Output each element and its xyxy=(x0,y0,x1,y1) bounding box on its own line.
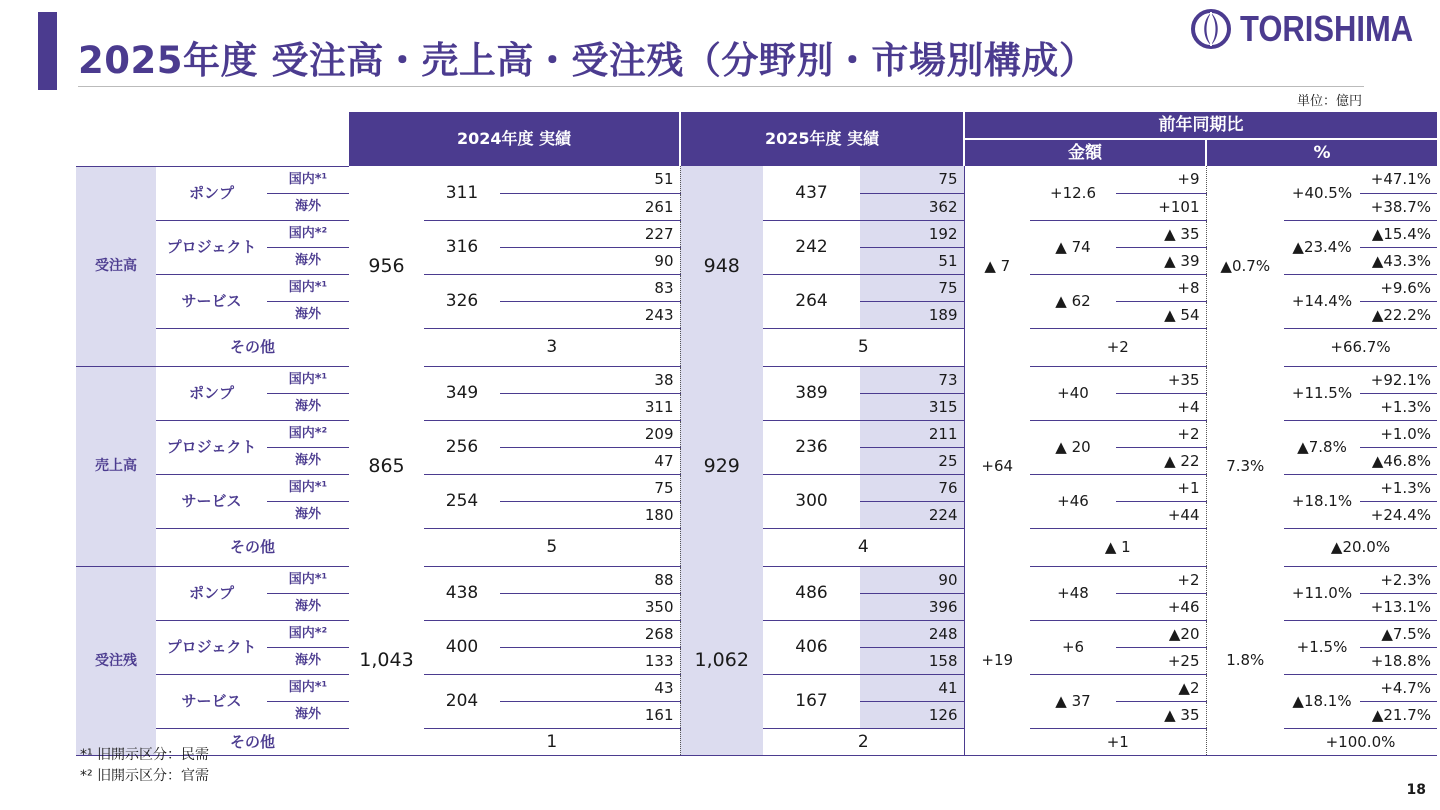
market-domestic-label: 国内*¹ xyxy=(267,274,349,301)
domestic-2025: 90 xyxy=(860,566,964,593)
total-percent-yoy: 7.3% xyxy=(1206,366,1284,566)
table-row xyxy=(76,166,1437,193)
other-2024: 1 xyxy=(424,728,680,755)
total-percent-yoy: 1.8% xyxy=(1206,566,1284,755)
segment-2025: 167 xyxy=(763,674,860,728)
category-label: ポンプ xyxy=(156,366,267,420)
header-fy2025: 2025年度 実績 xyxy=(680,112,964,166)
segment-amount-yoy: +40 xyxy=(1030,366,1116,420)
group-label: 受注残 xyxy=(76,566,156,755)
domestic-amount-yoy: +1 xyxy=(1116,474,1206,501)
segment-amount-yoy: +6 xyxy=(1030,620,1116,674)
domestic-2025: 76 xyxy=(860,474,964,501)
domestic-2024: 75 xyxy=(500,474,680,501)
domestic-percent-yoy: +4.7% xyxy=(1360,674,1437,701)
overseas-percent-yoy: ▲46.8% xyxy=(1360,447,1437,474)
category-label: サービス xyxy=(156,274,267,328)
domestic-percent-yoy: +2.3% xyxy=(1360,566,1437,593)
total-2025: 929 xyxy=(680,366,763,566)
overseas-amount-yoy: ▲ 39 xyxy=(1116,247,1206,274)
domestic-2024: 268 xyxy=(500,620,680,647)
segment-2025: 264 xyxy=(763,274,860,328)
segment-percent-yoy: +11.5% xyxy=(1284,366,1360,420)
overseas-percent-yoy: +18.8% xyxy=(1360,647,1437,674)
other-2025: 4 xyxy=(763,528,964,566)
overseas-2024: 133 xyxy=(500,647,680,674)
overseas-amount-yoy: ▲ 54 xyxy=(1116,301,1206,328)
domestic-2025: 75 xyxy=(860,274,964,301)
overseas-2024: 90 xyxy=(500,247,680,274)
category-label: サービス xyxy=(156,674,267,728)
total-2024: 956 xyxy=(349,166,424,366)
domestic-2024: 83 xyxy=(500,274,680,301)
segment-2024: 254 xyxy=(424,474,500,528)
market-domestic-label: 国内*² xyxy=(267,620,349,647)
page-number: 18 xyxy=(1406,782,1426,798)
header-blank xyxy=(76,112,349,166)
segment-percent-yoy: +40.5% xyxy=(1284,166,1360,220)
market-overseas-label: 海外 xyxy=(267,193,349,220)
other-percent-yoy: +100.0% xyxy=(1284,728,1437,755)
total-2025: 1,062 xyxy=(680,566,763,755)
domestic-2024: 209 xyxy=(500,420,680,447)
table-row xyxy=(76,366,1437,393)
category-label: プロジェクト xyxy=(156,420,267,474)
overseas-2024: 261 xyxy=(500,193,680,220)
total-2024: 865 xyxy=(349,366,424,566)
domestic-percent-yoy: +1.3% xyxy=(1360,474,1437,501)
segment-percent-yoy: +18.1% xyxy=(1284,474,1360,528)
domestic-amount-yoy: +2 xyxy=(1116,566,1206,593)
torishima-logo xyxy=(1190,6,1440,52)
domestic-2025: 75 xyxy=(860,166,964,193)
overseas-percent-yoy: +38.7% xyxy=(1360,193,1437,220)
group-label: 受注高 xyxy=(76,166,156,366)
total-amount-yoy: ▲ 7 xyxy=(964,166,1030,366)
other-2024: 5 xyxy=(424,528,680,566)
segment-2025: 300 xyxy=(763,474,860,528)
segment-percent-yoy: ▲7.8% xyxy=(1284,420,1360,474)
segment-amount-yoy: +46 xyxy=(1030,474,1116,528)
market-domestic-label: 国内*¹ xyxy=(267,674,349,701)
other-label: その他 xyxy=(156,328,349,366)
overseas-2024: 311 xyxy=(500,393,680,420)
other-amount-yoy: +2 xyxy=(1030,328,1206,366)
domestic-2024: 38 xyxy=(500,366,680,393)
market-overseas-label: 海外 xyxy=(267,701,349,728)
segment-2024: 204 xyxy=(424,674,500,728)
total-amount-yoy: +19 xyxy=(964,566,1030,755)
segment-2024: 256 xyxy=(424,420,500,474)
segment-2024: 400 xyxy=(424,620,500,674)
header-fy2024: 2024年度 実績 xyxy=(349,112,680,166)
overseas-amount-yoy: +46 xyxy=(1116,593,1206,620)
overseas-2025: 126 xyxy=(860,701,964,728)
segment-amount-yoy: +12.6 xyxy=(1030,166,1116,220)
other-amount-yoy: +1 xyxy=(1030,728,1206,755)
market-domestic-label: 国内*² xyxy=(267,220,349,247)
overseas-2025: 362 xyxy=(860,193,964,220)
market-overseas-label: 海外 xyxy=(267,593,349,620)
market-overseas-label: 海外 xyxy=(267,247,349,274)
total-2024: 1,043 xyxy=(349,566,424,755)
torishima-emblem-icon xyxy=(1190,8,1232,50)
domestic-2025: 211 xyxy=(860,420,964,447)
brand-name: TORISHIMA xyxy=(1240,8,1414,49)
segment-2024: 311 xyxy=(424,166,500,220)
domestic-amount-yoy: +35 xyxy=(1116,366,1206,393)
segment-amount-yoy: +48 xyxy=(1030,566,1116,620)
market-domestic-label: 国内*¹ xyxy=(267,474,349,501)
overseas-2025: 189 xyxy=(860,301,964,328)
overseas-2025: 158 xyxy=(860,647,964,674)
results-table-wrapper xyxy=(76,112,1437,756)
market-domestic-label: 国内*¹ xyxy=(267,366,349,393)
domestic-2025: 192 xyxy=(860,220,964,247)
overseas-percent-yoy: +1.3% xyxy=(1360,393,1437,420)
other-percent-yoy: +66.7% xyxy=(1284,328,1437,366)
domestic-2025: 248 xyxy=(860,620,964,647)
market-overseas-label: 海外 xyxy=(267,447,349,474)
domestic-amount-yoy: ▲ 35 xyxy=(1116,220,1206,247)
domestic-amount-yoy: ▲20 xyxy=(1116,620,1206,647)
overseas-2025: 51 xyxy=(860,247,964,274)
market-domestic-label: 国内*¹ xyxy=(267,566,349,593)
segment-amount-yoy: ▲ 74 xyxy=(1030,220,1116,274)
overseas-amount-yoy: +25 xyxy=(1116,647,1206,674)
category-label: ポンプ xyxy=(156,166,267,220)
domestic-2024: 43 xyxy=(500,674,680,701)
domestic-2024: 88 xyxy=(500,566,680,593)
page-title: 2025年度 受注高・売上高・受注残（分野別・市場別構成） xyxy=(78,39,1097,82)
footnote-1: *¹ 旧開示区分：民需 xyxy=(80,747,210,763)
domestic-percent-yoy: +9.6% xyxy=(1360,274,1437,301)
segment-amount-yoy: ▲ 37 xyxy=(1030,674,1116,728)
segment-percent-yoy: +11.0% xyxy=(1284,566,1360,620)
header-percent: % xyxy=(1206,139,1437,166)
domestic-2024: 227 xyxy=(500,220,680,247)
segment-2025: 486 xyxy=(763,566,860,620)
domestic-percent-yoy: +1.0% xyxy=(1360,420,1437,447)
overseas-2024: 47 xyxy=(500,447,680,474)
overseas-percent-yoy: ▲22.2% xyxy=(1360,301,1437,328)
market-domestic-label: 国内*¹ xyxy=(267,166,349,193)
other-2024: 3 xyxy=(424,328,680,366)
total-2025: 948 xyxy=(680,166,763,366)
segment-2024: 326 xyxy=(424,274,500,328)
segment-percent-yoy: +14.4% xyxy=(1284,274,1360,328)
overseas-amount-yoy: +101 xyxy=(1116,193,1206,220)
total-percent-yoy: ▲0.7% xyxy=(1206,166,1284,366)
overseas-2025: 396 xyxy=(860,593,964,620)
market-overseas-label: 海外 xyxy=(267,647,349,674)
market-overseas-label: 海外 xyxy=(267,301,349,328)
market-overseas-label: 海外 xyxy=(267,501,349,528)
domestic-2025: 73 xyxy=(860,366,964,393)
other-2025: 2 xyxy=(763,728,964,755)
overseas-2024: 161 xyxy=(500,701,680,728)
domestic-percent-yoy: ▲7.5% xyxy=(1360,620,1437,647)
segment-2024: 349 xyxy=(424,366,500,420)
header-yoy: 前年同期比 xyxy=(964,112,1437,139)
segment-2024: 316 xyxy=(424,220,500,274)
segment-amount-yoy: ▲ 20 xyxy=(1030,420,1116,474)
domestic-amount-yoy: +9 xyxy=(1116,166,1206,193)
segment-percent-yoy: ▲23.4% xyxy=(1284,220,1360,274)
other-label: その他 xyxy=(156,528,349,566)
overseas-percent-yoy: +24.4% xyxy=(1360,501,1437,528)
overseas-amount-yoy: +4 xyxy=(1116,393,1206,420)
overseas-2025: 224 xyxy=(860,501,964,528)
other-2025: 5 xyxy=(763,328,964,366)
overseas-2025: 315 xyxy=(860,393,964,420)
category-label: プロジェクト xyxy=(156,620,267,674)
overseas-2024: 243 xyxy=(500,301,680,328)
domestic-percent-yoy: +47.1% xyxy=(1360,166,1437,193)
segment-2025: 406 xyxy=(763,620,860,674)
segment-amount-yoy: ▲ 62 xyxy=(1030,274,1116,328)
market-domestic-label: 国内*² xyxy=(267,420,349,447)
overseas-percent-yoy: ▲21.7% xyxy=(1360,701,1437,728)
segment-percent-yoy: +1.5% xyxy=(1284,620,1360,674)
domestic-amount-yoy: ▲2 xyxy=(1116,674,1206,701)
domestic-2024: 51 xyxy=(500,166,680,193)
overseas-amount-yoy: ▲ 22 xyxy=(1116,447,1206,474)
segment-2024: 438 xyxy=(424,566,500,620)
total-amount-yoy: +64 xyxy=(964,366,1030,566)
other-label: その他 xyxy=(156,728,349,755)
domestic-amount-yoy: +2 xyxy=(1116,420,1206,447)
header-amount: 金額 xyxy=(964,139,1206,166)
overseas-2025: 25 xyxy=(860,447,964,474)
category-label: サービス xyxy=(156,474,267,528)
overseas-amount-yoy: ▲ 35 xyxy=(1116,701,1206,728)
other-amount-yoy: ▲ 1 xyxy=(1030,528,1206,566)
title-divider xyxy=(78,86,1364,87)
segment-2025: 389 xyxy=(763,366,860,420)
results-table xyxy=(76,112,1437,756)
overseas-percent-yoy: +13.1% xyxy=(1360,593,1437,620)
domestic-percent-yoy: +92.1% xyxy=(1360,366,1437,393)
title-accent-bar xyxy=(38,12,57,90)
segment-percent-yoy: ▲18.1% xyxy=(1284,674,1360,728)
segment-2025: 437 xyxy=(763,166,860,220)
category-label: ポンプ xyxy=(156,566,267,620)
overseas-2024: 350 xyxy=(500,593,680,620)
domestic-2025: 41 xyxy=(860,674,964,701)
segment-2025: 242 xyxy=(763,220,860,274)
table-row xyxy=(76,566,1437,593)
footnote-2: *² 旧開示区分：官需 xyxy=(80,768,210,784)
domestic-percent-yoy: ▲15.4% xyxy=(1360,220,1437,247)
unit-label: 単位：億円 xyxy=(1296,94,1362,109)
overseas-2024: 180 xyxy=(500,501,680,528)
market-overseas-label: 海外 xyxy=(267,393,349,420)
other-percent-yoy: ▲20.0% xyxy=(1284,528,1437,566)
overseas-percent-yoy: ▲43.3% xyxy=(1360,247,1437,274)
group-label: 売上高 xyxy=(76,366,156,566)
overseas-amount-yoy: +44 xyxy=(1116,501,1206,528)
domestic-amount-yoy: +8 xyxy=(1116,274,1206,301)
segment-2025: 236 xyxy=(763,420,860,474)
category-label: プロジェクト xyxy=(156,220,267,274)
